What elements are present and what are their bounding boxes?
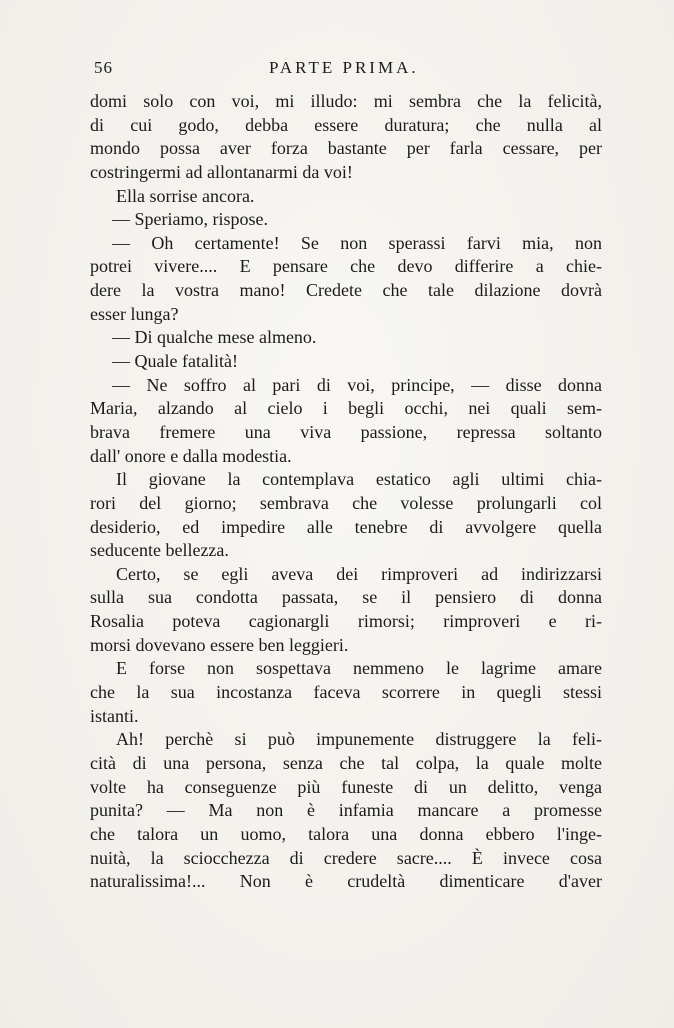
text-line: Ah! perchè si può impunemente distruggere la feli-: [116, 729, 602, 750]
text-line: Ella sorrise ancora.: [116, 185, 255, 206]
text-line: cità di una persona, senza che tal colpa, la quale molte: [90, 752, 602, 773]
text-line: nuità, la sciocchezza di credere sacre.... È invece cosa: [90, 847, 602, 868]
text-line: Il giovane la contemplava estatico agli ultimi chia-: [116, 469, 602, 490]
text-line: rori del giorno; sembrava che volesse prolungarli col: [90, 492, 602, 513]
text-line: dere la vostra mano! Credete che tale dilazione dovrà: [90, 280, 602, 301]
text-line: — Di qualche mese almeno.: [112, 327, 317, 348]
text-line: Certo, se egli aveva dei rimproveri ad indirizzarsi: [116, 563, 602, 584]
text-line: che la sua incostanza faceva scorrere in quegli stessi: [90, 682, 602, 703]
text-line: Rosalia poteva cagionargli rimorsi; rimproveri e ri-: [90, 611, 602, 632]
text-line: di cui godo, debba essere duratura; che nulla al: [90, 114, 602, 135]
text-line: che talora un uomo, talora una donna ebbero l'inge-: [90, 823, 602, 844]
text-line: volte ha conseguenze più funeste di un delitto, venga: [90, 776, 602, 797]
text-line: potrei vivere.... E pensare che devo differire a chie-: [90, 256, 602, 277]
text-line: istanti.: [90, 705, 139, 726]
text-line: E forse non sospettava nemmeno le lagrime amare: [116, 658, 602, 679]
text-line: — Ne soffro al pari di voi, principe, — disse donna: [112, 374, 602, 395]
text-line: — Speriamo, rispose.: [112, 209, 268, 230]
text-line: naturalissima!... Non è crudeltà dimenticare d'aver: [90, 871, 602, 892]
text-line: dall' onore e dalla modestia.: [90, 445, 292, 466]
page-number: 56: [94, 58, 113, 77]
text-line: — Oh certamente! Se non sperassi farvi mia, non: [112, 232, 602, 253]
text-line: esser lunga?: [90, 303, 179, 324]
text-line: desiderio, ed impedire alle tenebre di avvolgere quella: [90, 516, 602, 537]
text-line: brava fremere una viva passione, repressa soltanto: [90, 421, 602, 442]
text-line: — Quale fatalità!: [112, 351, 238, 372]
text-line: domi solo con voi, mi illudo: mi sembra che la felicità,: [90, 91, 602, 111]
text-line: Maria, alzando al cielo i begli occhi, nei quali sem-: [90, 398, 602, 419]
body-text: [90, 90, 602, 894]
text-line: seducente bellezza.: [90, 540, 229, 561]
text-line: mondo possa aver forza bastante per farla cessare, per: [90, 138, 602, 159]
running-head: [94, 58, 594, 80]
text-line: costringermi ad allontanarmi da voi!: [90, 161, 353, 182]
text-line: morsi dovevano essere ben leggieri.: [90, 634, 349, 655]
running-title: PARTE PRIMA.: [269, 58, 419, 77]
text-line: punita? — Ma non è infamia mancare a promesse: [90, 800, 602, 821]
text-line: sulla sua condotta passata, se il pensiero di donna: [90, 587, 602, 608]
